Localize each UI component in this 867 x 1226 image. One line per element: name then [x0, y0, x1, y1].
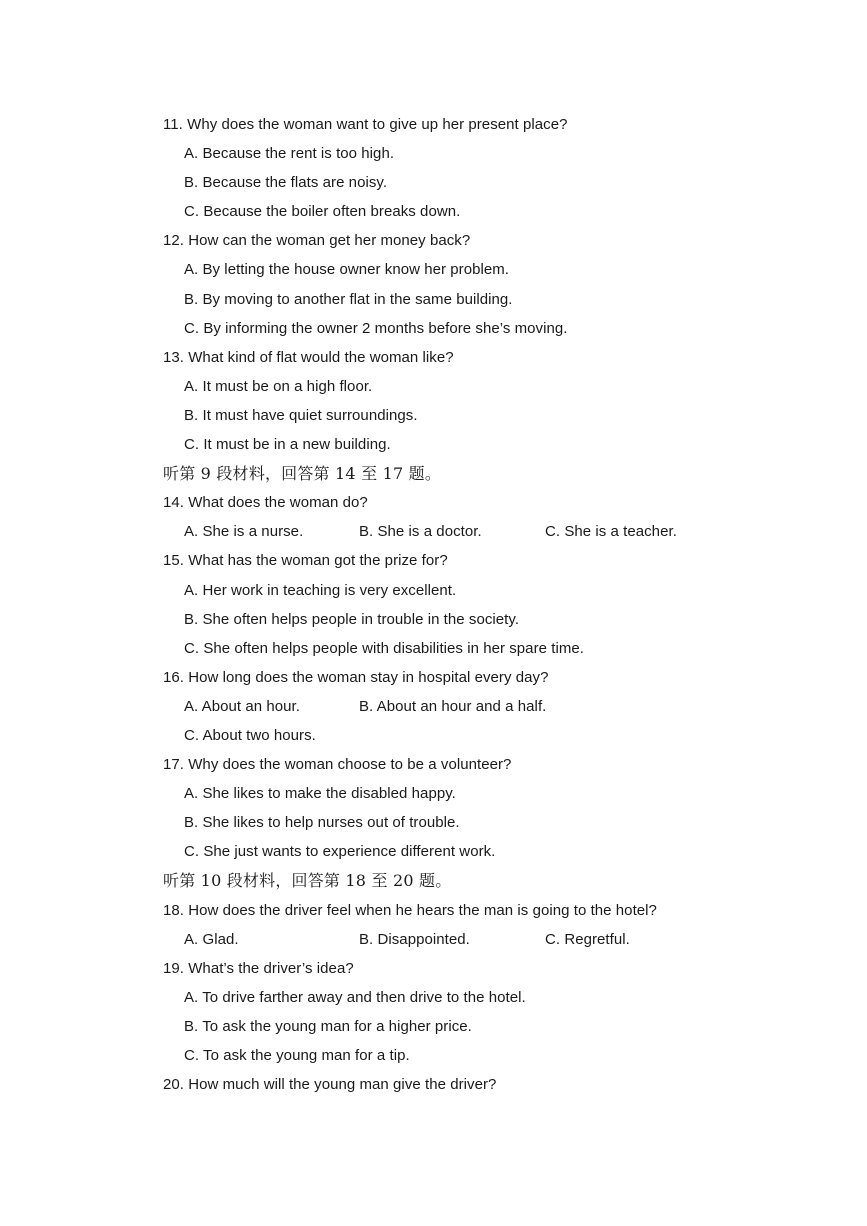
answer-option: C. Regretful.: [545, 930, 630, 948]
question-text: 11. Why does the woman want to give up her present place?: [163, 116, 568, 133]
answer-option: B. She is a doctor.: [359, 523, 482, 541]
answer-option: C. It must be in a new building.: [184, 436, 391, 454]
answer-option: C. About two hours.: [184, 726, 316, 744]
answer-option: C. She just wants to experience different work.: [184, 843, 496, 861]
answer-option: A. Her work in teaching is very excellent.: [184, 581, 457, 599]
answer-option: B. By moving to another flat in the same building.: [184, 290, 513, 308]
question-text: 16. How long does the woman stay in hospital every day?: [163, 668, 549, 686]
answer-options-row: [163, 692, 723, 721]
answer-option: C. To ask the young man for a tip.: [184, 1047, 410, 1064]
exam-questions: [163, 110, 723, 1099]
question-text: 19. What’s the driver’s idea?: [163, 959, 354, 977]
answer-option: C. She often helps people with disabilities in her spare time.: [184, 639, 584, 657]
question-text: 18. How does the driver feel when he hears the man is going to the hotel?: [163, 901, 657, 919]
answer-option: B. She often helps people in trouble in the society.: [184, 610, 520, 628]
answer-option: B. To ask the young man for a higher price.: [184, 1017, 472, 1035]
answer-option: B. She likes to help nurses out of trouble.: [184, 814, 460, 832]
answer-option: A. Because the rent is too high.: [184, 145, 395, 163]
question-text: 15. What has the woman got the prize for?: [163, 552, 448, 570]
section-heading: 听第 9 段材料，回答第 14 至 17 题。: [163, 464, 442, 484]
answer-options-row: [163, 925, 723, 954]
answer-option: A. By letting the house owner know her problem.: [184, 261, 510, 279]
answer-option: C. By informing the owner 2 months before she’s moving.: [184, 319, 568, 337]
question-text: 20. How much will the young man give the driver?: [163, 1076, 497, 1094]
answer-options-row: [163, 517, 723, 546]
question-text: 12. How can the woman get her money back?: [163, 232, 471, 250]
answer-option: B. Because the flats are noisy.: [184, 174, 388, 192]
answer-option: A. About an hour.: [184, 697, 300, 715]
answer-option: A. It must be on a high floor.: [184, 377, 373, 395]
answer-option: A. She likes to make the disabled happy.: [184, 785, 456, 803]
question-text: 17. Why does the woman choose to be a volunteer?: [163, 756, 512, 774]
answer-option: A. Glad.: [184, 930, 239, 948]
answer-option: B. About an hour and a half.: [359, 697, 547, 715]
answer-option: A. To drive farther away and then drive to the hotel.: [184, 988, 526, 1006]
answer-option: B. It must have quiet surroundings.: [184, 406, 418, 424]
answer-option: B. Disappointed.: [359, 930, 470, 948]
section-heading: 听第 10 段材料，回答第 18 至 20 题。: [163, 871, 452, 891]
question-text: 14. What does the woman do?: [163, 494, 368, 512]
answer-option: A. She is a nurse.: [184, 523, 304, 541]
answer-option: C. She is a teacher.: [545, 523, 677, 541]
question-text: 13. What kind of flat would the woman like?: [163, 348, 454, 366]
answer-option: C. Because the boiler often breaks down.: [184, 203, 461, 221]
